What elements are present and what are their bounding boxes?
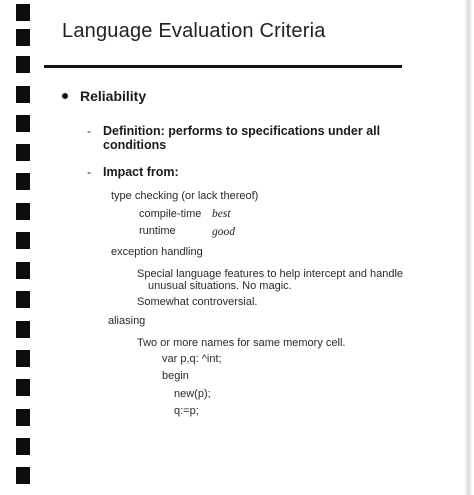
- dash-icon: -: [87, 124, 91, 138]
- code-line: new(p);: [174, 388, 211, 400]
- binder-hole: [16, 144, 30, 161]
- slide-title: Language Evaluation Criteria: [62, 20, 326, 42]
- runtime-rating: good: [212, 226, 235, 238]
- binder-hole: [16, 4, 30, 21]
- binder-hole: [16, 29, 30, 46]
- runtime-label: runtime: [139, 225, 176, 237]
- code-line: var p,q: ^int;: [162, 353, 222, 365]
- exception-line-1: Special language features to help intercept and handle: [137, 268, 404, 280]
- binder-hole: [16, 467, 30, 484]
- binder-hole: [16, 321, 30, 338]
- exception-handling-label: exception handling: [111, 246, 203, 258]
- binder-hole: [16, 56, 30, 73]
- bullet-reliability: Reliability: [80, 88, 147, 104]
- binder-hole: [16, 203, 30, 220]
- code-line: q:=p;: [174, 405, 199, 417]
- bullet-icon: [62, 93, 68, 99]
- binder-hole: [16, 232, 30, 249]
- aliasing-description: Two or more names for same memory cell.: [137, 337, 346, 349]
- exception-line-3: Somewhat controversial.: [137, 296, 258, 308]
- definition-line-2: conditions: [103, 138, 167, 152]
- binder-hole: [16, 291, 30, 308]
- impact-heading: Impact from:: [103, 165, 179, 179]
- page-edge-shadow: [464, 0, 472, 495]
- exception-line-2: unusual situations. No magic.: [148, 280, 292, 292]
- type-checking-label: type checking (or lack thereof): [111, 190, 259, 202]
- binder-hole: [16, 86, 30, 103]
- dash-icon: -: [87, 165, 91, 179]
- binder-hole: [16, 379, 30, 396]
- compile-time-label: compile-time: [139, 208, 202, 220]
- code-line: begin: [162, 370, 189, 382]
- binder-holes: [12, 0, 38, 495]
- binder-hole: [16, 350, 30, 367]
- title-rule: [44, 65, 402, 68]
- binder-hole: [16, 173, 30, 190]
- aliasing-label: aliasing: [108, 315, 146, 327]
- binder-hole: [16, 409, 30, 426]
- definition-line-1: Definition: performs to specifications under all: [103, 124, 381, 138]
- binder-hole: [16, 438, 30, 455]
- binder-hole: [16, 262, 30, 279]
- compile-time-rating: best: [212, 208, 231, 220]
- binder-hole: [16, 115, 30, 132]
